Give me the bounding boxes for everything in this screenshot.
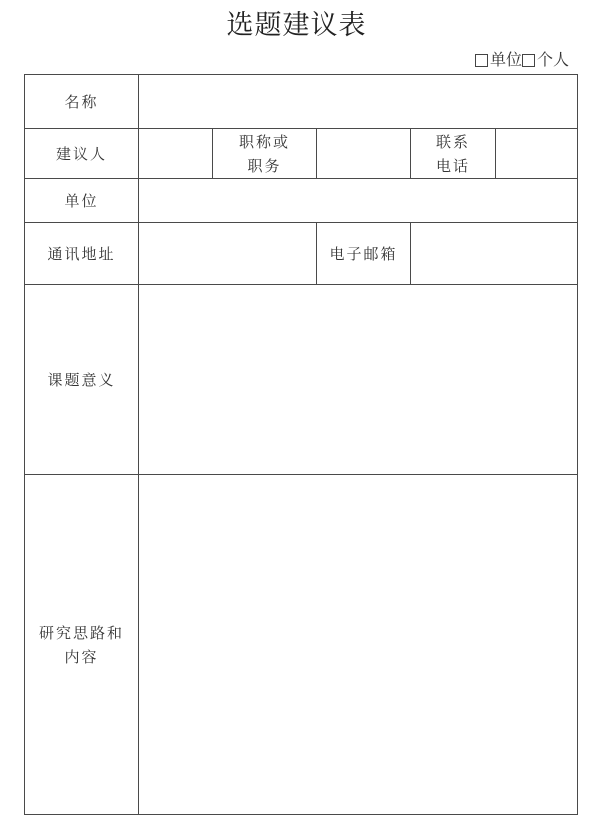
- row-significance: [25, 285, 578, 475]
- individual-checkbox[interactable]: [522, 54, 535, 67]
- email-label: 电子邮箱: [317, 223, 411, 285]
- option-individual[interactable]: [522, 49, 569, 71]
- option-unit[interactable]: [475, 49, 522, 71]
- unit-label: 单位: [25, 179, 139, 223]
- research-field[interactable]: [139, 475, 578, 815]
- proposer-label: 建议人: [25, 129, 139, 179]
- option-unit-label: 单位: [489, 50, 522, 69]
- significance-field[interactable]: [139, 285, 578, 475]
- position-field[interactable]: [317, 129, 411, 179]
- phone-field[interactable]: [496, 129, 578, 179]
- name-field[interactable]: [139, 75, 578, 129]
- row-name: [25, 75, 578, 129]
- row-unit: [25, 179, 578, 223]
- position-label-line1: 职称或: [238, 132, 290, 151]
- position-label-line2: 职务: [247, 156, 282, 175]
- research-label: [25, 475, 139, 815]
- proposal-form-table: [24, 74, 578, 815]
- row-research: [25, 475, 578, 815]
- research-label-line2: 内容: [64, 647, 99, 666]
- proposer-field[interactable]: [139, 129, 213, 179]
- row-proposer: [25, 129, 578, 179]
- position-label: [213, 129, 317, 179]
- form-title: 选题建议表: [226, 10, 367, 41]
- significance-label: 课题意义: [25, 285, 139, 475]
- option-individual-label: 个人: [536, 50, 569, 69]
- unit-checkbox[interactable]: [475, 54, 488, 67]
- research-label-line1: 研究思路和: [38, 623, 124, 642]
- address-label: 通讯地址: [25, 223, 139, 285]
- address-field[interactable]: [139, 223, 317, 285]
- phone-label-line1: 联系: [435, 132, 470, 151]
- email-field[interactable]: [411, 223, 578, 285]
- phone-label: [411, 129, 496, 179]
- row-address: [25, 223, 578, 285]
- name-label: 名称: [25, 75, 139, 129]
- unit-field[interactable]: [139, 179, 578, 223]
- proposer-type-options: [475, 49, 569, 71]
- phone-label-line2: 电话: [435, 156, 470, 175]
